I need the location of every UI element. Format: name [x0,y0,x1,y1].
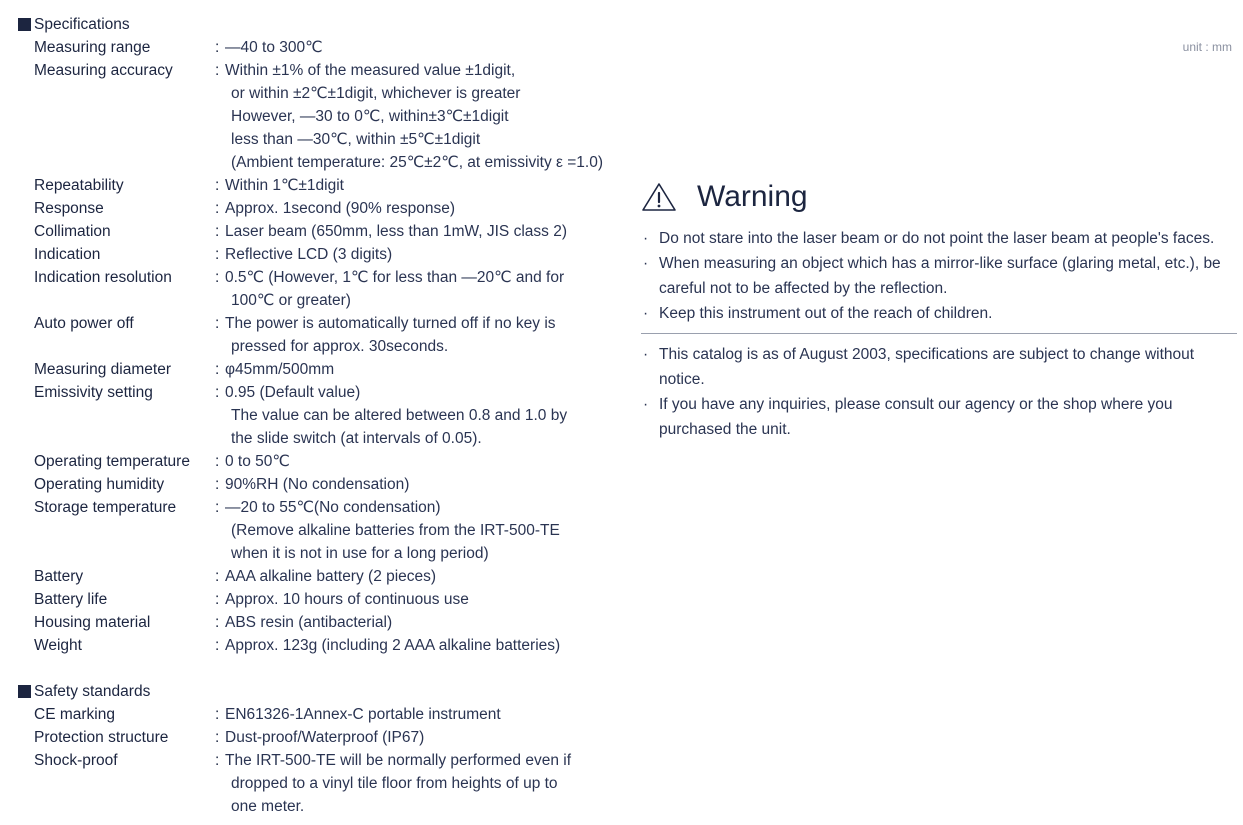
spec-row [18,749,618,818]
safety-heading-text: Safety standards [34,683,151,700]
spec-value-line: one meter. [231,798,305,815]
spec-label: Protection structure [34,729,169,746]
spec-row [18,197,618,220]
spec-value-line: when it is not in use for a long period) [231,545,489,562]
note-item: · If you have any inquiries, please consult our agency or the shop where you purchased the unit. [641,392,1237,442]
spec-value-line: φ45mm/500mm [225,361,335,378]
spec-label: Emissivity setting [34,384,153,401]
spec-label: Housing material [34,614,151,631]
spec-colon: : [215,637,220,654]
heading-square-icon [18,685,31,698]
specifications-heading-text: Specifications [34,16,130,33]
spec-colon: : [215,361,220,378]
spec-value-line: Within ±1% of the measured value ±1digit, [225,62,516,79]
spec-value-line: Approx. 10 hours of continuous use [225,591,469,608]
spec-value [225,197,618,220]
spec-row [18,634,618,657]
spec-row [18,703,618,726]
spec-row [18,726,618,749]
spec-value-line: the slide switch (at intervals of 0.05). [231,430,482,447]
spec-colon: : [215,315,220,332]
spec-value-line: —40 to 300℃ [225,39,323,56]
spec-colon: : [215,453,220,470]
spec-value-line: —20 to 55℃(No condensation) [225,499,441,516]
spec-row [18,266,618,312]
warning-triangle-icon [641,182,677,212]
warning-item: · Keep this instrument out of the reach of children. [641,301,1237,326]
spec-label: Battery [34,568,84,585]
spec-label: CE marking [34,706,115,723]
spec-value-line: Reflective LCD (3 digits) [225,246,393,263]
spec-label: Operating temperature [34,453,190,470]
spec-value [225,496,618,565]
spec-row [18,381,618,450]
spec-label: Measuring range [34,39,151,56]
unit-note: unit : mm [1182,40,1232,54]
spec-value-line: 0 to 50℃ [225,453,290,470]
spec-label: Repeatability [34,177,124,194]
spec-value-line: less than —30℃, within ±5℃±1digit [231,131,481,148]
safety-table [18,703,618,818]
spec-value-line: ABS resin (antibacterial) [225,614,393,631]
spec-row [18,220,618,243]
spec-row [18,450,618,473]
spec-value [225,59,618,174]
warning-item: · Do not stare into the laser beam or do not point the laser beam at people's faces. [641,226,1237,251]
spec-value-line: (Remove alkaline batteries from the IRT-500-TE [231,522,560,539]
spec-value-line: The IRT-500-TE will be normally performed even if [225,752,572,769]
spec-value [225,565,618,588]
spec-colon: : [215,476,220,493]
spec-value [225,450,618,473]
spec-label: Operating humidity [34,476,165,493]
spec-colon: : [215,384,220,401]
spec-colon: : [215,499,220,516]
spec-value [225,749,618,818]
spec-value [225,634,618,657]
spec-value-line: dropped to a vinyl tile floor from heights of up to [231,775,558,792]
spec-value [225,381,618,450]
spec-colon: : [215,39,220,56]
section-divider [641,333,1237,334]
spec-label: Storage temperature [34,499,177,516]
spec-label: Measuring diameter [34,361,171,378]
spec-label: Battery life [34,591,108,608]
spec-label: Weight [34,637,82,654]
notes-list [641,342,1237,442]
spec-colon: : [215,200,220,217]
warning-title [641,177,1237,217]
specifications-column [18,13,618,818]
spec-row [18,243,618,266]
spec-colon: : [215,246,220,263]
spec-colon: : [215,591,220,608]
spec-value-line: or within ±2℃±1digit, whichever is greater [231,85,521,102]
spec-value-line: 0.5℃ (However, 1℃ for less than —20℃ and for [225,269,565,286]
spec-value [225,358,618,381]
spec-colon: : [215,729,220,746]
safety-heading [18,680,618,703]
spec-row [18,59,618,174]
spec-value-line: Within 1℃±1digit [225,177,344,194]
warning-block [641,177,1237,442]
spec-value-line: 100℃ or greater) [231,292,351,309]
spec-value [225,174,618,197]
spec-value-line: 0.95 (Default value) [225,384,361,401]
spec-row [18,565,618,588]
spec-row [18,358,618,381]
spec-colon: : [215,223,220,240]
spec-row [18,611,618,634]
spec-colon: : [215,568,220,585]
spec-value-line: Laser beam (650mm, less than 1mW, JIS class 2) [225,223,567,240]
warning-item: · When measuring an object which has a mirror-like surface (glaring metal, etc.), be careful not to be affected by the reflection. [641,251,1237,301]
spec-value [225,703,618,726]
spec-value-line: EN61326-1Annex-C portable instrument [225,706,501,723]
spec-label: Response [34,200,104,217]
spec-label: Indication [34,246,101,263]
specifications-heading [18,13,618,36]
spec-value [225,312,618,358]
spec-value [225,266,618,312]
spec-value-line: The power is automatically turned off if no key is [225,315,556,332]
spec-row [18,473,618,496]
spec-colon: : [215,614,220,631]
spec-colon: : [215,269,220,286]
spec-colon: : [215,62,220,79]
spec-label: Collimation [34,223,111,240]
spec-colon: : [215,177,220,194]
spec-row [18,312,618,358]
spec-value-line: However, —30 to 0℃, within±3℃±1digit [231,108,509,125]
spec-value [225,36,618,59]
spec-label: Measuring accuracy [34,62,173,79]
spec-value-line: The value can be altered between 0.8 and 1.0 by [231,407,568,424]
note-item: · This catalog is as of August 2003, specifications are subject to change without notice. [641,342,1237,392]
spec-row [18,36,618,59]
spec-value-line: Dust-proof/Waterproof (IP67) [225,729,425,746]
spec-row [18,174,618,197]
heading-square-icon [18,18,31,31]
spec-value-line: Approx. 1second (90% response) [225,200,456,217]
warning-list [641,226,1237,326]
spec-value-line: Approx. 123g (including 2 AAA alkaline batteries) [225,637,561,654]
spec-label: Auto power off [34,315,134,332]
spec-value [225,611,618,634]
spec-value-line: (Ambient temperature: 25℃±2℃, at emissivity ε =1.0) [231,154,603,171]
specifications-table [18,36,618,657]
spec-label: Indication resolution [34,269,172,286]
spec-label: Shock-proof [34,752,118,769]
spec-colon: : [215,706,220,723]
spec-value-line: AAA alkaline battery (2 pieces) [225,568,437,585]
spec-row [18,588,618,611]
warning-title-text: Warning [697,180,808,213]
spec-row [18,496,618,565]
spec-value [225,220,618,243]
spec-value [225,243,618,266]
spec-value-line: pressed for approx. 30seconds. [231,338,449,355]
spec-value-line: 90%RH (No condensation) [225,476,410,493]
spec-value [225,588,618,611]
spec-value [225,473,618,496]
spec-colon: : [215,752,220,769]
spec-value [225,726,618,749]
